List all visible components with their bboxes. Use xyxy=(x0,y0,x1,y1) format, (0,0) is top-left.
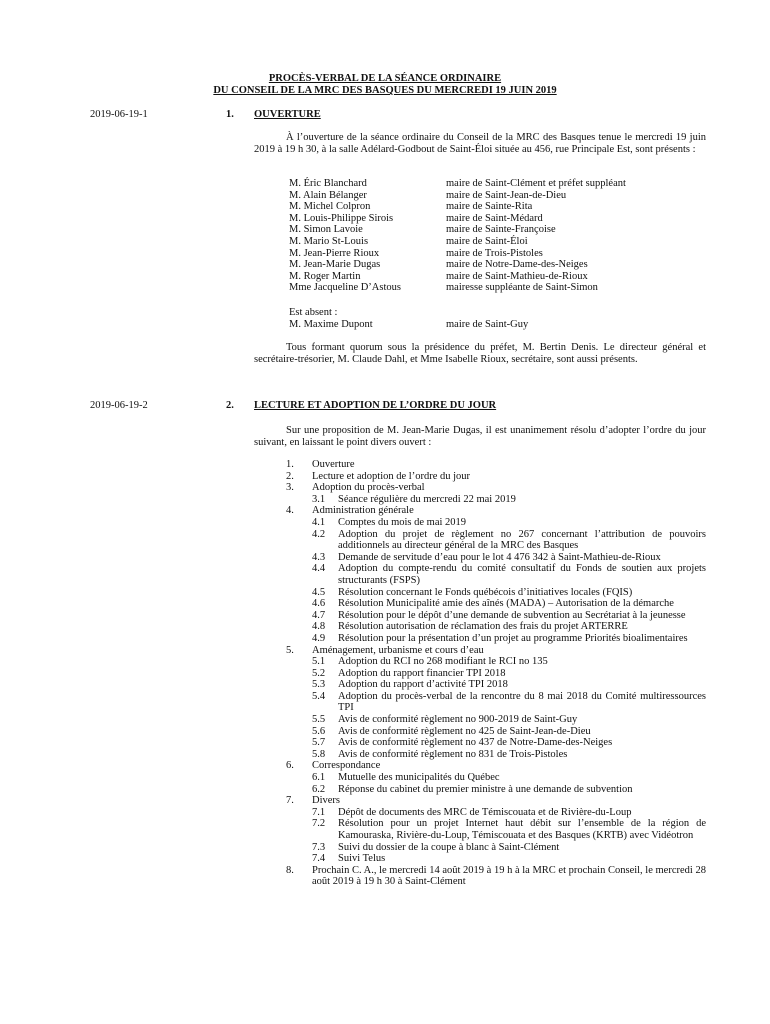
section-title-ouverture: OUVERTURE xyxy=(254,109,321,120)
agenda-item-text: Divers xyxy=(312,795,340,807)
agenda-subitem xyxy=(312,714,706,726)
member-name: M. Mario St-Louis xyxy=(289,235,369,247)
agenda-subitem-number: 5.2 xyxy=(312,667,326,679)
absent-member-row xyxy=(289,319,706,331)
agenda-subitem-text: Résolution pour le dépôt d’une demande de subvention au Secrétariat à la jeunesse xyxy=(338,609,686,621)
agenda-subitem-text: Adoption du compte-rendu du comité consultatif du Fonds de soutien aux projets structurants (FSPS) xyxy=(338,563,706,586)
section-title-ordre-du-jour: LECTURE ET ADOPTION DE L’ORDRE DU JOUR xyxy=(254,400,497,411)
member-role: maire de Trois-Pistoles xyxy=(446,247,543,259)
member-row xyxy=(289,236,706,248)
section-number-2: 2. xyxy=(226,400,234,411)
agenda-resolution-paragraph xyxy=(254,425,706,448)
absent-member-role: maire de Saint-Guy xyxy=(446,319,529,330)
agenda-item-text: Administration générale xyxy=(312,505,414,517)
agenda-item-text: Correspondance xyxy=(312,760,381,772)
agenda-subitem-text: Résolution pour un projet Internet haut débit sur l’ensemble de la région de Kamouraska, Rivière-du-Loup, Témiscouata et des Basques (KRTB) avec Vidéotron xyxy=(338,818,706,841)
agenda-subitem xyxy=(312,818,706,841)
agenda-subitem-text: Mutuelle des municipalités du Québec xyxy=(338,772,500,784)
document-subtitle: DU CONSEIL DE LA MRC DES BASQUES DU MERCREDI 19 JUIN 2019 xyxy=(213,85,557,96)
agenda-subitem xyxy=(312,552,706,564)
agenda-subitem xyxy=(312,610,706,622)
agenda-item-text: Ouverture xyxy=(312,459,355,470)
agenda-subitem-number: 7.2 xyxy=(312,818,326,830)
agenda-subitem-number: 4.8 xyxy=(312,621,326,633)
agenda-subitem-text: Adoption du rapport d’activité TPI 2018 xyxy=(338,679,508,691)
agenda-item xyxy=(286,505,706,517)
members-present-list xyxy=(289,178,706,294)
agenda-subitem-text: Avis de conformité règlement no 831 de Trois-Pistoles xyxy=(338,748,568,760)
agenda-item xyxy=(286,471,706,483)
agenda-subitem-number: 4.1 xyxy=(312,516,326,528)
agenda-subitem-text: Résolution concernant le Fonds québécois d’initiatives locales (FQIS) xyxy=(338,586,633,598)
agenda-subitem-text: Demande de servitude d’eau pour le lot 4 476 342 à Saint-Mathieu-de-Rioux xyxy=(338,551,661,563)
member-name: M. Michel Colpron xyxy=(289,201,371,213)
agenda-subitem-text: Résolution pour la présentation d’un projet au programme Priorités bioalimentaires xyxy=(338,632,688,644)
member-role: maire de Saint-Éloi xyxy=(446,235,528,247)
agenda-list xyxy=(286,459,706,888)
agenda-subitem-text: Adoption du RCI no 268 modifiant le RCI no 135 xyxy=(338,656,548,668)
agenda-subitem xyxy=(312,529,706,552)
agenda-item-text: Prochain C. A., le mercredi 14 août 2019 à 19 h à la MRC et prochain Conseil, le mercredi 28 août 2019 à 19 h 30 à Saint-Clément xyxy=(312,864,706,888)
agenda-subitem xyxy=(312,784,706,796)
member-role: maire de Saint-Jean-de-Dieu xyxy=(446,189,567,201)
member-name: M. Jean-Marie Dugas xyxy=(289,259,381,271)
quorum-paragraph xyxy=(254,342,706,365)
agenda-subitem-text: Avis de conformité règlement no 900-2019 de Saint-Guy xyxy=(338,714,578,726)
agenda-subitem-number: 5.3 xyxy=(312,679,326,691)
agenda-subitem-number: 5.6 xyxy=(312,725,326,737)
resolution-number-1: 2019-06-19-1 xyxy=(90,109,148,120)
member-name: Mme Jacqueline D’Astous xyxy=(289,282,401,294)
agenda-subitem-number: 5.5 xyxy=(312,714,326,726)
agenda-subitem-text: Réponse du cabinet du premier ministre à une demande de subvention xyxy=(338,783,633,795)
agenda-subitem-number: 3.1 xyxy=(312,493,326,505)
agenda-subitem xyxy=(312,563,706,586)
agenda-item xyxy=(286,795,706,807)
agenda-subitem-text: Suivi Telus xyxy=(338,853,386,865)
agenda-subitem-text: Adoption du rapport financier TPI 2018 xyxy=(338,667,506,679)
agenda-item-text: Adoption du procès-verbal xyxy=(312,482,425,494)
agenda-item xyxy=(286,865,706,888)
agenda-subitem-number: 5.4 xyxy=(312,690,326,702)
agenda-subitem-text: Avis de conformité règlement no 437 de Notre-Dame-des-Neiges xyxy=(338,737,613,749)
agenda-subitem-number: 7.3 xyxy=(312,841,326,853)
agenda-subitem xyxy=(312,656,706,668)
agenda-subitem xyxy=(312,807,706,819)
agenda-subitem xyxy=(312,668,706,680)
agenda-subitem-text: Dépôt de documents des MRC de Témiscouata et de Rivière-du-Loup xyxy=(338,806,632,818)
agenda-subitem xyxy=(312,726,706,738)
agenda-subitem-number: 4.3 xyxy=(312,551,326,563)
agenda-subitem-number: 6.2 xyxy=(312,783,326,795)
agenda-subitem-text: Adoption du projet de règlement no 267 concernant l’attribution de pouvoirs additionnels au directeur général de la MRC des Basques xyxy=(338,528,706,552)
agenda-subitem-text: Résolution Municipalité amie des aînés (MADA) – Autorisation de la démarche xyxy=(338,598,674,610)
agenda-subitem xyxy=(312,772,706,784)
agenda-item xyxy=(286,760,706,772)
absent-member-name: M. Maxime Dupont xyxy=(289,319,373,330)
member-row xyxy=(289,271,706,283)
opening-paragraph xyxy=(254,132,706,155)
agenda-resolution-text: Sur une proposition de M. Jean-Marie Dugas, il est unanimement résolu d’adopter l’ordre du jour suivant, en laissant le point divers ouvert : xyxy=(254,425,706,448)
agenda-subitem-number: 7.1 xyxy=(312,806,326,818)
agenda-item-text: Aménagement, urbanisme et cours d’eau xyxy=(312,644,484,656)
member-row xyxy=(289,190,706,202)
member-role: maire de Saint-Clément et préfet suppléant xyxy=(446,178,626,189)
agenda-subitem xyxy=(312,737,706,749)
member-row xyxy=(289,282,706,294)
member-name: M. Simon Lavoie xyxy=(289,224,363,236)
agenda-item-number: 3. xyxy=(286,482,294,494)
absent-label: Est absent : xyxy=(289,307,338,318)
agenda-subitem-number: 4.4 xyxy=(312,563,326,575)
member-name: M. Jean-Pierre Rioux xyxy=(289,247,380,259)
agenda-subitem xyxy=(312,691,706,714)
member-row xyxy=(289,248,706,260)
section-number-1: 1. xyxy=(226,109,234,120)
agenda-item xyxy=(286,482,706,494)
agenda-subitem-text: Adoption du procès-verbal de la rencontre du 8 mai 2018 du Comité multiressources TPI xyxy=(338,690,706,714)
member-role: maire de Saint-Mathieu-de-Rioux xyxy=(446,270,588,282)
member-role: mairesse suppléante de Saint-Simon xyxy=(446,282,598,294)
agenda-subitem-number: 7.4 xyxy=(312,853,326,865)
agenda-subitem-number: 4.7 xyxy=(312,609,326,621)
agenda-subitem-text: Comptes du mois de mai 2019 xyxy=(338,516,467,528)
member-row xyxy=(289,213,706,225)
agenda-item-number: 4. xyxy=(286,505,294,517)
agenda-item-number: 2. xyxy=(286,470,294,482)
agenda-subitem xyxy=(312,633,706,645)
agenda-item-number: 6. xyxy=(286,760,294,772)
agenda-item xyxy=(286,459,706,471)
agenda-subitem xyxy=(312,853,706,865)
member-row xyxy=(289,178,706,190)
agenda-item-number: 5. xyxy=(286,644,294,656)
agenda-subitem xyxy=(312,517,706,529)
member-role: maire de Sainte-Françoise xyxy=(446,224,556,236)
agenda-subitem-number: 5.1 xyxy=(312,656,326,668)
agenda-subitem-number: 5.7 xyxy=(312,737,326,749)
member-role: maire de Sainte-Rita xyxy=(446,201,533,213)
quorum-text: Tous formant quorum sous la présidence du préfet, M. Bertin Denis. Le directeur général et secrétaire-trésorier, M. Claude Dahl, et Mme Isabelle Rioux, secrétaire, sont aussi présents. xyxy=(254,342,706,365)
agenda-subitem-number: 4.6 xyxy=(312,598,326,610)
agenda-subitem xyxy=(312,587,706,599)
agenda-subitem xyxy=(312,679,706,691)
member-name: M. Louis-Philippe Sirois xyxy=(289,212,394,224)
agenda-subitem-number: 5.8 xyxy=(312,748,326,760)
member-name: M. Roger Martin xyxy=(289,270,361,282)
opening-text: À l’ouverture de la séance ordinaire du Conseil de la MRC des Basques tenue le mercredi 19 juin 2019 à 19 h 30, à la salle Adélard-Godbout de Saint-Éloi située au 456, rue Principale Est, sont présents : xyxy=(254,132,706,155)
member-role: maire de Saint-Médard xyxy=(446,212,543,224)
member-name: M. Éric Blanchard xyxy=(289,178,367,189)
agenda-item-number: 7. xyxy=(286,795,294,807)
agenda-item xyxy=(286,645,706,657)
agenda-subitem-number: 4.9 xyxy=(312,632,326,644)
agenda-item-text: Lecture et adoption de l’ordre du jour xyxy=(312,470,471,482)
member-name: M. Alain Bélanger xyxy=(289,189,367,201)
agenda-subitem-text: Séance régulière du mercredi 22 mai 2019 xyxy=(338,493,516,505)
agenda-subitem-number: 6.1 xyxy=(312,772,326,784)
agenda-subitem xyxy=(312,621,706,633)
document-title: PROCÈS-VERBAL DE LA SÉANCE ORDINAIRE xyxy=(268,73,502,84)
agenda-subitem-text: Résolution autorisation de réclamation des frais du projet ARTERRE xyxy=(338,621,628,633)
member-row xyxy=(289,224,706,236)
member-row xyxy=(289,259,706,271)
agenda-item-number: 8. xyxy=(286,864,294,876)
member-role: maire de Notre-Dame-des-Neiges xyxy=(446,259,588,271)
agenda-subitem-number: 4.5 xyxy=(312,586,326,598)
agenda-subitem xyxy=(312,494,706,506)
agenda-subitem-text: Suivi du dossier de la coupe à blanc à Saint-Clément xyxy=(338,841,560,853)
agenda-subitem xyxy=(312,749,706,761)
agenda-subitem xyxy=(312,598,706,610)
member-row xyxy=(289,201,706,213)
agenda-subitem xyxy=(312,842,706,854)
agenda-subitem-number: 4.2 xyxy=(312,528,326,540)
resolution-number-2: 2019-06-19-2 xyxy=(90,400,148,411)
agenda-subitem-text: Avis de conformité règlement no 425 de Saint-Jean-de-Dieu xyxy=(338,725,591,737)
agenda-item-number: 1. xyxy=(286,459,294,470)
